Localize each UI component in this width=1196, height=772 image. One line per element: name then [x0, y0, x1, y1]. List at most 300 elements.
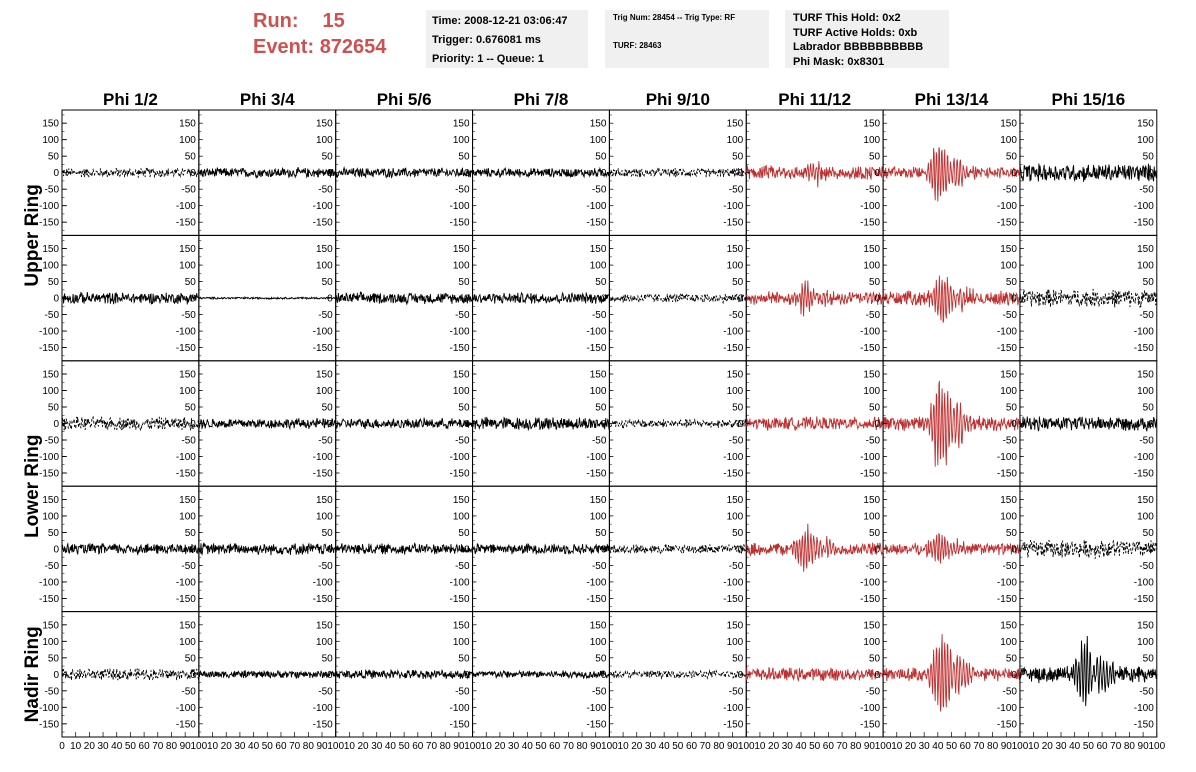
- y-tick-label: 50: [458, 527, 470, 539]
- y-tick-label: 0: [463, 293, 470, 305]
- waveform-trace: [199, 418, 336, 429]
- y-tick-label: 150: [1137, 118, 1154, 130]
- y-tick-label: 0: [190, 293, 196, 305]
- x-tick-label: 80: [1123, 741, 1135, 752]
- y-tick-label: -150: [312, 343, 333, 355]
- y-tick-label: -50: [181, 184, 196, 196]
- y-tick-label: 0: [327, 293, 333, 305]
- y-tick-label: 100: [316, 135, 333, 147]
- y-tick-label: 100: [179, 386, 196, 397]
- y-tick-label: 150: [452, 369, 470, 381]
- y-tick-label: -150: [586, 593, 607, 605]
- x-tick-label: 30: [508, 741, 520, 752]
- y-tick-label: 0: [1148, 419, 1154, 430]
- y-tick-label: -150: [586, 468, 607, 480]
- labrador-text: Labrador BBBBBBBBBB: [793, 41, 924, 53]
- y-tick-label: 50: [458, 277, 470, 289]
- waveform-trace: [199, 543, 336, 555]
- time-text: Time: 2008-12-21 03:06:47: [432, 15, 568, 27]
- y-tick-label: 0: [737, 544, 744, 556]
- x-tick-label: 80: [713, 741, 725, 752]
- y-tick-label: -150: [586, 343, 607, 355]
- x-tick-label: 100: [464, 741, 481, 752]
- y-tick-label: -50: [455, 310, 470, 322]
- y-tick-label: -100: [586, 577, 607, 589]
- y-tick-label: -50: [181, 560, 196, 572]
- y-tick-label: 0: [463, 669, 470, 681]
- y-tick-label: -150: [175, 217, 196, 229]
- x-tick-label: 50: [398, 741, 410, 752]
- waveform-trace: [746, 524, 883, 572]
- y-tick-label: 100: [589, 135, 607, 147]
- y-tick-label: 0: [1148, 544, 1154, 556]
- y-tick-label: 50: [595, 277, 607, 289]
- y-tick-label: 50: [732, 653, 744, 665]
- y-tick-label: 100: [179, 260, 196, 272]
- y-tick-label: 150: [1000, 118, 1017, 130]
- x-tick-label: 30: [371, 741, 383, 752]
- y-tick-label: 50: [732, 402, 744, 414]
- y-tick-label: -100: [1133, 201, 1154, 213]
- y-tick-label: -100: [38, 577, 59, 589]
- y-tick-label: 100: [589, 636, 607, 648]
- y-tick-label: 100: [863, 511, 881, 523]
- waveform-trace: [473, 670, 610, 678]
- y-tick-label: 50: [1005, 527, 1017, 539]
- y-tick-label: 0: [1011, 544, 1017, 556]
- y-tick-label: 100: [179, 636, 196, 648]
- y-tick-label: -100: [723, 577, 744, 589]
- y-tick-label: -150: [38, 217, 59, 229]
- y-tick-label: 50: [1142, 402, 1154, 414]
- y-tick-label: -150: [586, 719, 607, 731]
- y-tick-label: 150: [863, 118, 881, 130]
- x-tick-label: 10: [1028, 741, 1040, 752]
- y-tick-label: 150: [863, 369, 881, 381]
- y-tick-label: -50: [865, 435, 881, 447]
- y-tick-label: 0: [737, 293, 744, 305]
- y-tick-label: -100: [38, 452, 59, 463]
- y-tick-label: 150: [726, 244, 744, 256]
- y-tick-label: 0: [874, 419, 881, 430]
- y-tick-label: -150: [449, 593, 470, 605]
- y-tick-label: -100: [996, 201, 1017, 213]
- y-tick-label: 150: [1000, 369, 1017, 381]
- y-tick-label: 0: [737, 669, 744, 681]
- y-tick-label: 100: [726, 260, 744, 272]
- y-tick-label: -150: [586, 217, 607, 229]
- y-tick-label: 100: [1000, 636, 1017, 648]
- y-tick-label: 150: [1000, 620, 1017, 632]
- y-tick-label: -150: [860, 343, 881, 355]
- x-tick-label: 20: [768, 741, 780, 752]
- x-tick-label: 20: [904, 741, 917, 752]
- y-tick-label: 150: [42, 620, 59, 632]
- x-tick-label: 40: [1069, 741, 1081, 752]
- x-tick-label: 50: [672, 741, 684, 752]
- y-tick-label: -150: [312, 593, 333, 605]
- y-tick-label: 50: [732, 277, 744, 289]
- y-tick-label: -100: [996, 452, 1017, 463]
- y-tick-label: 0: [1148, 168, 1154, 180]
- y-tick-label: -150: [1133, 343, 1154, 355]
- y-tick-label: 150: [42, 494, 59, 506]
- y-tick-label: 100: [42, 135, 59, 147]
- waveform-trace: [609, 419, 746, 428]
- waveform-trace: [199, 297, 336, 299]
- y-tick-label: 0: [1148, 669, 1154, 681]
- y-tick-label: 50: [47, 151, 59, 163]
- y-tick-label: 50: [1142, 527, 1154, 539]
- y-tick-label: 150: [1000, 244, 1017, 256]
- x-tick-label: 100: [1148, 741, 1166, 752]
- y-tick-label: -50: [728, 686, 744, 698]
- y-tick-label: 50: [47, 527, 59, 539]
- y-tick-label: -50: [1139, 184, 1154, 196]
- y-tick-label: 50: [321, 402, 333, 414]
- y-tick-label: -100: [1133, 326, 1154, 338]
- y-tick-label: -150: [723, 719, 744, 731]
- y-tick-label: -50: [318, 435, 333, 447]
- y-tick-label: 150: [452, 620, 470, 632]
- y-tick-label: 50: [1005, 151, 1017, 163]
- y-tick-label: 100: [179, 135, 196, 147]
- x-tick-label: 60: [549, 741, 561, 752]
- y-tick-label: 50: [1142, 277, 1154, 289]
- y-tick-label: -150: [38, 593, 59, 605]
- y-tick-label: 100: [452, 260, 470, 272]
- y-tick-label: 100: [726, 135, 744, 147]
- y-tick-label: 50: [184, 277, 196, 289]
- x-tick-label: 80: [576, 741, 588, 752]
- y-tick-label: -150: [312, 719, 333, 731]
- y-tick-label: 50: [321, 527, 333, 539]
- x-tick-label: 40: [658, 741, 670, 752]
- waveform-trace: [473, 543, 610, 554]
- y-tick-label: 150: [316, 494, 333, 506]
- y-tick-label: -100: [312, 201, 333, 213]
- y-tick-label: 150: [179, 494, 196, 506]
- column-title: Phi 1/2: [103, 90, 158, 109]
- trig-num-text: Trig Num: 28454 -- Trig Type: RF: [613, 13, 736, 22]
- x-tick-label: 10: [480, 741, 492, 752]
- x-tick-label: 30: [97, 741, 109, 752]
- y-tick-label: -150: [38, 343, 59, 355]
- y-tick-label: 0: [1011, 293, 1017, 305]
- waveform-trace: [336, 292, 473, 304]
- y-tick-label: -150: [996, 719, 1017, 731]
- y-tick-label: -150: [38, 719, 59, 731]
- y-tick-label: -100: [175, 577, 196, 589]
- x-tick-label: 40: [384, 741, 397, 752]
- y-tick-label: -50: [1139, 310, 1154, 322]
- x-tick-label: 60: [1096, 741, 1108, 752]
- y-tick-label: -100: [723, 201, 744, 213]
- y-tick-label: -100: [175, 702, 196, 714]
- y-tick-label: -50: [1002, 310, 1017, 322]
- y-tick-label: 50: [868, 402, 881, 414]
- y-tick-label: -150: [860, 217, 881, 229]
- y-tick-label: -100: [449, 702, 470, 714]
- y-tick-label: 150: [726, 494, 744, 506]
- y-tick-label: 100: [316, 511, 333, 523]
- y-tick-label: -50: [455, 184, 470, 196]
- x-tick-label: 70: [289, 741, 301, 752]
- y-tick-label: 50: [47, 402, 59, 414]
- y-tick-label: -50: [318, 310, 333, 322]
- x-tick-label: 30: [644, 741, 657, 752]
- y-tick-label: 150: [1137, 620, 1154, 632]
- y-tick-label: 150: [1137, 369, 1154, 381]
- y-tick-label: 0: [190, 544, 196, 556]
- x-tick-label: 30: [1055, 741, 1067, 752]
- y-tick-label: 150: [179, 244, 196, 256]
- y-tick-label: -150: [860, 593, 881, 605]
- y-tick-label: 100: [452, 511, 470, 523]
- x-tick-label: 40: [248, 741, 260, 752]
- y-tick-label: 0: [874, 544, 881, 556]
- y-tick-label: 150: [179, 118, 196, 130]
- y-tick-label: 150: [1137, 494, 1154, 506]
- x-tick-label: 90: [727, 741, 739, 752]
- y-tick-label: -100: [38, 326, 59, 338]
- x-tick-label: 90: [1000, 741, 1012, 752]
- y-tick-label: 150: [42, 369, 59, 381]
- y-tick-label: 0: [600, 544, 607, 556]
- priority-text: Priority: 1 -- Queue: 1: [432, 53, 544, 65]
- x-tick-label: 40: [521, 741, 533, 752]
- run-value: 15: [322, 10, 345, 32]
- x-tick-label: 0: [59, 741, 65, 752]
- turf-hold-text: TURF This Hold: 0x2: [793, 12, 901, 24]
- y-tick-label: -100: [1133, 702, 1154, 714]
- y-tick-label: 0: [327, 669, 333, 681]
- x-tick-label: 10: [617, 741, 629, 752]
- y-tick-label: 100: [589, 386, 607, 397]
- x-tick-label: 20: [494, 741, 506, 752]
- column-title: Phi 9/10: [645, 90, 710, 109]
- y-tick-label: -100: [860, 702, 881, 714]
- y-tick-label: 100: [863, 636, 881, 648]
- x-tick-label: 80: [302, 741, 314, 752]
- y-tick-label: 50: [595, 151, 607, 163]
- y-tick-label: 100: [1000, 511, 1017, 523]
- y-tick-label: -150: [312, 217, 333, 229]
- x-tick-label: 20: [631, 741, 643, 752]
- x-tick-label: 50: [809, 741, 821, 752]
- y-tick-label: -100: [1133, 577, 1154, 589]
- y-tick-label: -150: [449, 343, 470, 355]
- y-tick-label: 100: [726, 511, 744, 523]
- waveform-trace: [1020, 540, 1157, 559]
- y-tick-label: -50: [1139, 686, 1154, 698]
- waveform-trace: [883, 147, 1020, 201]
- y-tick-label: -150: [175, 468, 196, 480]
- waveform-trace: [746, 161, 883, 187]
- y-tick-label: 150: [316, 244, 333, 256]
- waveform-trace: [1020, 289, 1157, 308]
- waveform-trace: [199, 168, 336, 178]
- y-tick-label: 0: [600, 168, 607, 180]
- x-tick-label: 50: [945, 741, 958, 752]
- y-tick-label: 50: [321, 151, 333, 163]
- y-tick-label: 100: [1000, 260, 1017, 272]
- y-tick-label: -50: [728, 560, 744, 572]
- y-tick-label: 150: [316, 118, 333, 130]
- y-tick-label: -150: [1133, 593, 1154, 605]
- y-tick-label: 100: [863, 386, 881, 397]
- column-title: Phi 5/6: [376, 90, 432, 109]
- y-tick-label: 0: [600, 419, 607, 430]
- y-tick-label: 100: [1137, 386, 1154, 397]
- y-tick-label: -50: [44, 686, 59, 698]
- row-group-label: Lower Ring: [22, 434, 43, 538]
- y-tick-label: -150: [1133, 468, 1154, 480]
- x-tick-label: 20: [1041, 741, 1053, 752]
- y-tick-label: -150: [1133, 217, 1154, 229]
- y-tick-label: -150: [175, 593, 196, 605]
- waveform-trace: [883, 534, 1020, 564]
- y-tick-label: -50: [44, 560, 59, 572]
- waveform-trace: [336, 168, 473, 178]
- y-tick-label: -100: [860, 577, 881, 589]
- x-tick-label: 70: [562, 741, 574, 752]
- y-tick-label: 50: [1005, 653, 1017, 665]
- y-tick-label: 150: [863, 620, 881, 632]
- row-group-label: Upper Ring: [22, 184, 43, 287]
- waveform-trace: [746, 668, 883, 681]
- y-tick-label: 150: [1000, 494, 1017, 506]
- waveform-trace: [746, 416, 883, 430]
- y-tick-label: -50: [44, 435, 59, 447]
- y-tick-label: 100: [1137, 636, 1154, 648]
- y-tick-label: 150: [452, 118, 470, 130]
- y-tick-label: 150: [726, 620, 744, 632]
- y-tick-label: -100: [996, 326, 1017, 338]
- y-tick-label: 0: [1011, 669, 1017, 681]
- y-tick-label: 0: [1011, 168, 1017, 180]
- waveform-trace: [1020, 163, 1157, 182]
- x-tick-label: 70: [699, 741, 711, 752]
- y-tick-label: 100: [1137, 260, 1154, 272]
- y-tick-label: 150: [726, 118, 744, 130]
- x-tick-label: 90: [590, 741, 602, 752]
- y-tick-label: -50: [1139, 560, 1154, 572]
- y-tick-label: -150: [175, 719, 196, 731]
- y-tick-label: -100: [1133, 452, 1154, 463]
- y-tick-label: 50: [868, 527, 881, 539]
- waveform-trace: [62, 168, 199, 178]
- y-tick-label: -50: [728, 184, 744, 196]
- y-tick-label: -150: [1133, 719, 1154, 731]
- y-tick-label: 50: [184, 151, 196, 163]
- waveform-trace: [609, 168, 746, 180]
- x-tick-label: 40: [111, 741, 123, 752]
- y-tick-label: 100: [452, 636, 470, 648]
- column-title: Phi 11/12: [778, 90, 852, 109]
- y-tick-label: 100: [589, 511, 607, 523]
- x-tick-label: 100: [190, 741, 208, 752]
- y-tick-label: -50: [1002, 435, 1017, 447]
- y-tick-label: -100: [586, 326, 607, 338]
- y-tick-label: -150: [38, 468, 59, 480]
- y-tick-label: 150: [863, 244, 881, 256]
- y-tick-label: 100: [863, 260, 881, 272]
- y-tick-label: -150: [996, 468, 1017, 480]
- row-group-label: Nadir Ring: [22, 626, 43, 723]
- y-tick-label: -150: [723, 593, 744, 605]
- x-tick-label: 30: [234, 741, 246, 752]
- trigger-text: Trigger: 0.676081 ms: [432, 34, 541, 46]
- y-tick-label: 100: [1137, 511, 1154, 523]
- y-tick-label: -100: [175, 452, 196, 463]
- y-tick-label: -50: [1002, 686, 1017, 698]
- y-tick-label: -100: [996, 577, 1017, 589]
- waveform-trace: [62, 292, 199, 304]
- x-tick-label: 100: [1011, 741, 1029, 752]
- run-label: Run:: [253, 10, 299, 32]
- y-tick-label: -150: [175, 343, 196, 355]
- y-tick-label: -150: [449, 217, 470, 229]
- y-tick-label: 0: [53, 669, 59, 681]
- y-tick-label: 0: [463, 419, 470, 430]
- y-tick-label: 0: [1011, 419, 1017, 430]
- y-tick-label: -150: [723, 217, 744, 229]
- x-tick-label: 80: [987, 741, 999, 752]
- x-tick-label: 10: [754, 741, 766, 752]
- y-tick-label: 50: [868, 151, 881, 163]
- waveform-trace: [473, 417, 610, 430]
- x-tick-label: 40: [795, 741, 807, 752]
- x-tick-label: 50: [1082, 741, 1094, 752]
- y-tick-label: 50: [184, 527, 196, 539]
- waveform-trace: [609, 671, 746, 679]
- y-tick-label: 0: [600, 669, 607, 681]
- x-tick-label: 60: [138, 741, 150, 752]
- y-tick-label: -50: [318, 686, 333, 698]
- x-tick-label: 50: [261, 741, 273, 752]
- x-tick-label: 90: [1137, 741, 1149, 752]
- y-tick-label: 150: [316, 620, 333, 632]
- y-tick-label: -50: [318, 184, 333, 196]
- x-tick-label: 50: [535, 741, 547, 752]
- y-tick-label: -150: [723, 343, 744, 355]
- y-tick-label: -150: [449, 468, 470, 480]
- y-tick-label: 0: [53, 419, 59, 430]
- y-tick-label: -50: [1139, 435, 1154, 447]
- y-tick-label: 100: [42, 260, 59, 272]
- y-tick-label: -150: [860, 719, 881, 731]
- y-tick-label: -150: [723, 468, 744, 480]
- x-tick-label: 90: [316, 741, 328, 752]
- x-tick-label: 100: [737, 741, 755, 752]
- y-tick-label: 50: [1142, 653, 1154, 665]
- y-tick-label: 100: [42, 636, 59, 648]
- y-tick-label: 150: [452, 494, 470, 506]
- y-tick-label: 0: [190, 669, 196, 681]
- x-tick-label: 80: [439, 741, 451, 752]
- y-tick-label: -50: [181, 435, 196, 447]
- y-tick-label: -50: [1002, 184, 1017, 196]
- y-tick-label: 100: [1137, 135, 1154, 147]
- x-tick-label: 70: [425, 741, 438, 752]
- y-tick-label: -100: [723, 702, 744, 714]
- y-tick-label: -50: [455, 560, 470, 572]
- y-tick-label: -50: [591, 435, 607, 447]
- waveform-trace: [336, 543, 473, 554]
- x-tick-label: 80: [850, 741, 862, 752]
- y-tick-label: 150: [316, 369, 333, 381]
